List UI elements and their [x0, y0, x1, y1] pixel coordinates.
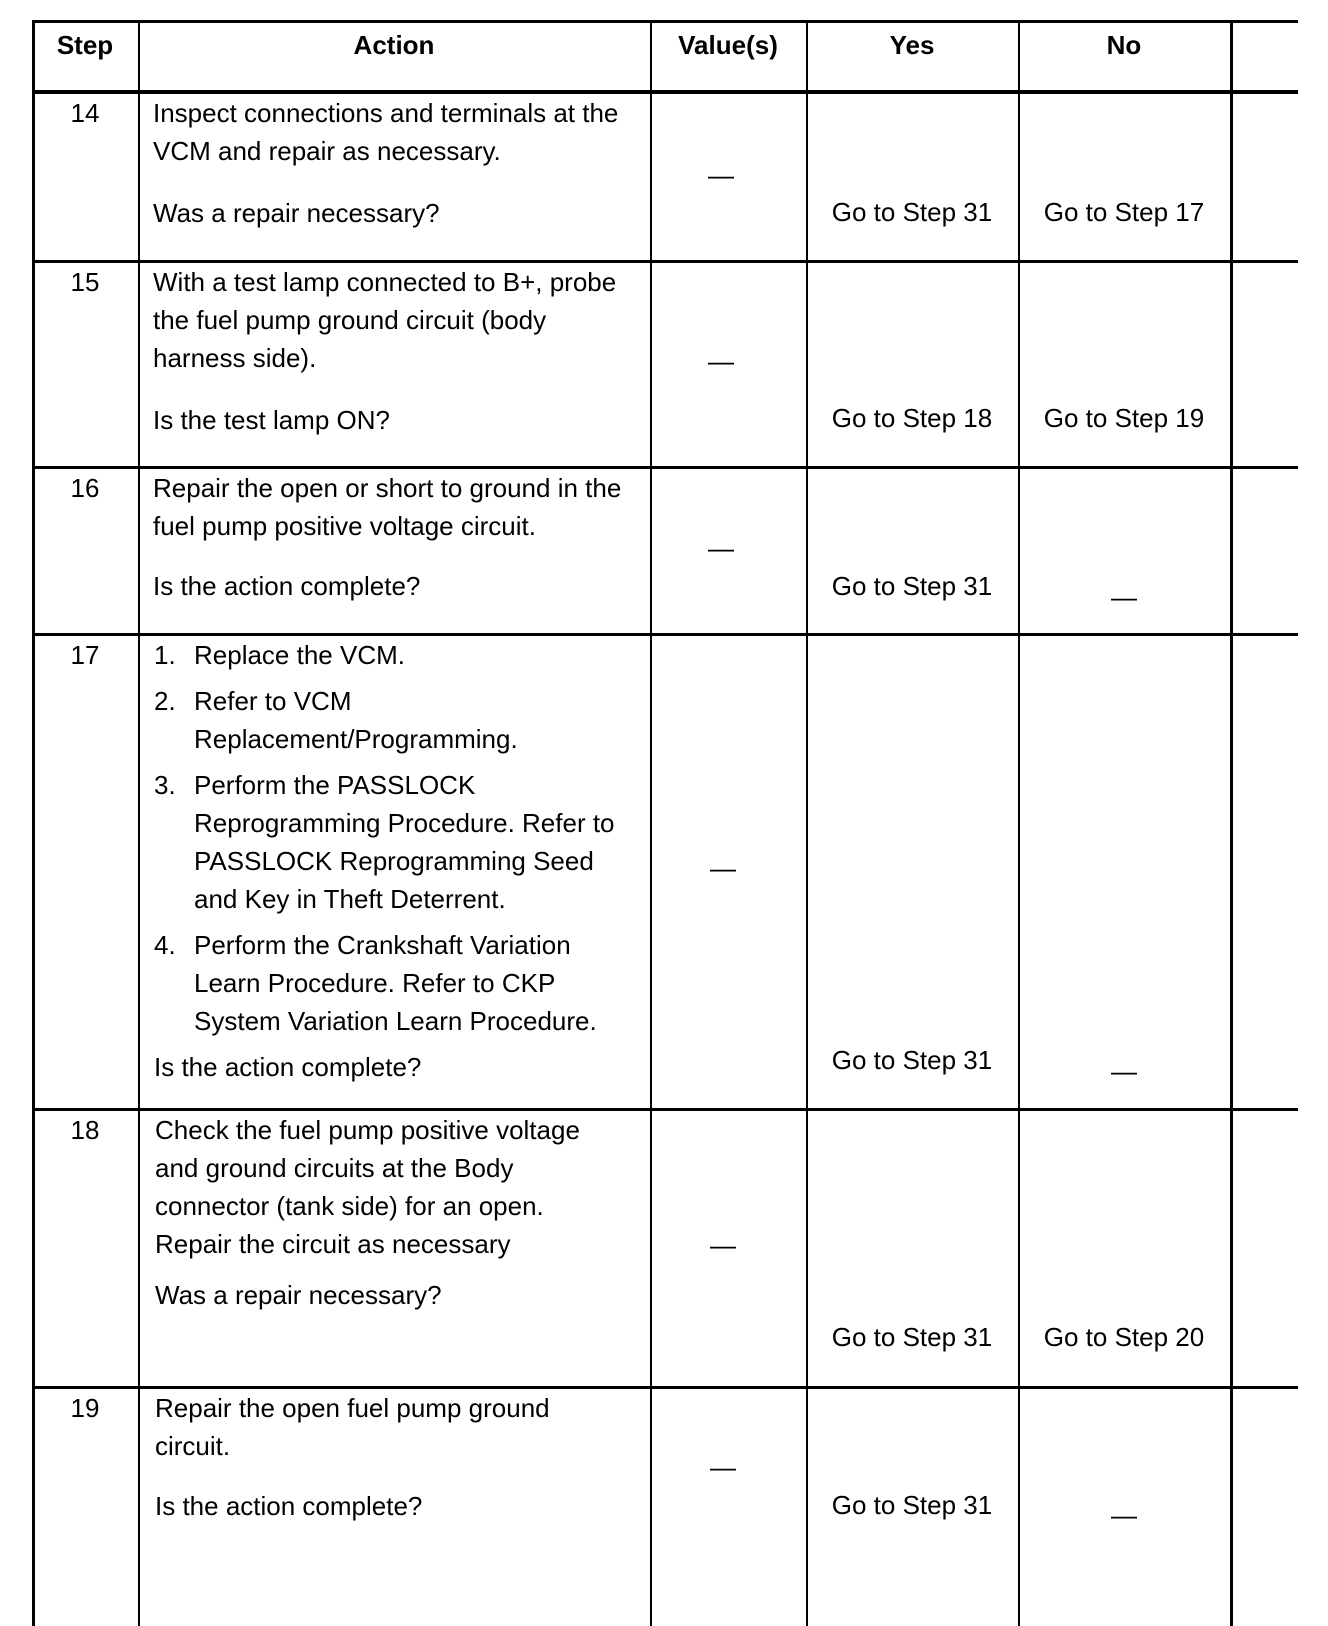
yes-cell: Go to Step 31 [831, 571, 993, 601]
no-cell: Go to Step 19 [1043, 403, 1205, 433]
value-cell: — [710, 1452, 736, 1482]
action-line: VCM and repair as necessary. [153, 136, 501, 166]
list-line: Replace the VCM. [194, 640, 405, 670]
list-line: Replacement/Programming. [194, 724, 518, 754]
step-number: 14 [70, 98, 100, 128]
table-top-border [32, 20, 1298, 23]
list-item [154, 766, 646, 918]
value-cell: — [708, 160, 734, 190]
action-line: Repair the open or short to ground in the [153, 473, 622, 503]
col-border-values [806, 20, 808, 1626]
action-text [153, 469, 643, 605]
list-number: 2. [154, 686, 176, 716]
action-question: Was a repair necessary? [155, 1280, 442, 1310]
value-cell: — [710, 1230, 736, 1260]
yes-cell: Go to Step 31 [831, 197, 993, 227]
action-list [154, 636, 646, 1086]
list-line: Perform the PASSLOCK [194, 770, 476, 800]
list-item [154, 636, 646, 674]
action-question: Was a repair necessary? [153, 198, 440, 228]
list-item [154, 926, 646, 1040]
value-cell: — [708, 346, 734, 376]
header-action: Action [353, 30, 435, 60]
action-line: Repair the open fuel pump ground [155, 1393, 550, 1423]
list-line: PASSLOCK Reprogramming Seed [194, 846, 594, 876]
header-no: No [1106, 30, 1142, 60]
action-line: Repair the circuit as necessary [155, 1229, 511, 1259]
value-cell: — [710, 853, 736, 883]
diagnostic-table [32, 20, 1298, 1626]
list-line: Refer to VCM [194, 686, 352, 716]
yes-cell: Go to Step 31 [831, 1322, 993, 1352]
action-question: Is the action complete? [153, 571, 421, 601]
yes-cell: Go to Step 31 [831, 1045, 993, 1075]
step-number: 15 [70, 267, 100, 297]
action-line: Inspect connections and terminals at the [153, 98, 619, 128]
yes-cell: Go to Step 18 [831, 403, 993, 433]
action-line: the fuel pump ground circuit (body [153, 305, 547, 335]
header-step: Step [56, 30, 114, 60]
no-cell: — [1111, 582, 1137, 612]
value-cell: — [708, 533, 734, 563]
action-question: Is the action complete? [154, 1052, 422, 1082]
list-line: and Key in Theft Deterrent. [194, 884, 506, 914]
step-number: 17 [70, 640, 100, 670]
list-line: System Variation Learn Procedure. [194, 1006, 597, 1036]
action-question: Is the action complete? [155, 1491, 423, 1521]
action-text [155, 1111, 645, 1314]
action-line: Check the fuel pump positive voltage [155, 1115, 580, 1145]
col-border-step [138, 20, 140, 1626]
action-text [153, 94, 643, 232]
action-question: Is the test lamp ON? [153, 405, 390, 435]
no-cell: — [1111, 1056, 1137, 1086]
step-number: 19 [70, 1393, 100, 1423]
col-border-left [32, 20, 35, 1626]
list-number: 4. [154, 930, 176, 960]
col-border-yes [1018, 20, 1020, 1626]
col-border-right [1230, 20, 1233, 1626]
action-text [155, 1389, 645, 1525]
no-cell: Go to Step 20 [1043, 1322, 1205, 1352]
action-line: With a test lamp connected to B+, probe [153, 267, 617, 297]
action-line: connector (tank side) for an open. [155, 1191, 544, 1221]
action-line: and ground circuits at the Body [155, 1153, 514, 1183]
col-border-action [650, 20, 652, 1626]
action-text [153, 263, 643, 439]
action-line: harness side). [153, 343, 317, 373]
no-cell: Go to Step 17 [1043, 197, 1205, 227]
action-line: fuel pump positive voltage circuit. [153, 511, 536, 541]
list-line: Learn Procedure. Refer to CKP [194, 968, 556, 998]
action-line: circuit. [155, 1431, 231, 1461]
list-line: Perform the Crankshaft Variation [194, 930, 571, 960]
list-number: 1. [154, 640, 176, 670]
list-number: 3. [154, 770, 176, 800]
step-number: 16 [70, 473, 100, 503]
header-yes: Yes [889, 30, 935, 60]
list-line: Reprogramming Procedure. Refer to [194, 808, 615, 838]
step-number: 18 [70, 1115, 100, 1145]
no-cell: — [1111, 1500, 1137, 1530]
list-item [154, 682, 646, 758]
header-values: Value(s) [678, 30, 778, 60]
yes-cell: Go to Step 31 [831, 1490, 993, 1520]
